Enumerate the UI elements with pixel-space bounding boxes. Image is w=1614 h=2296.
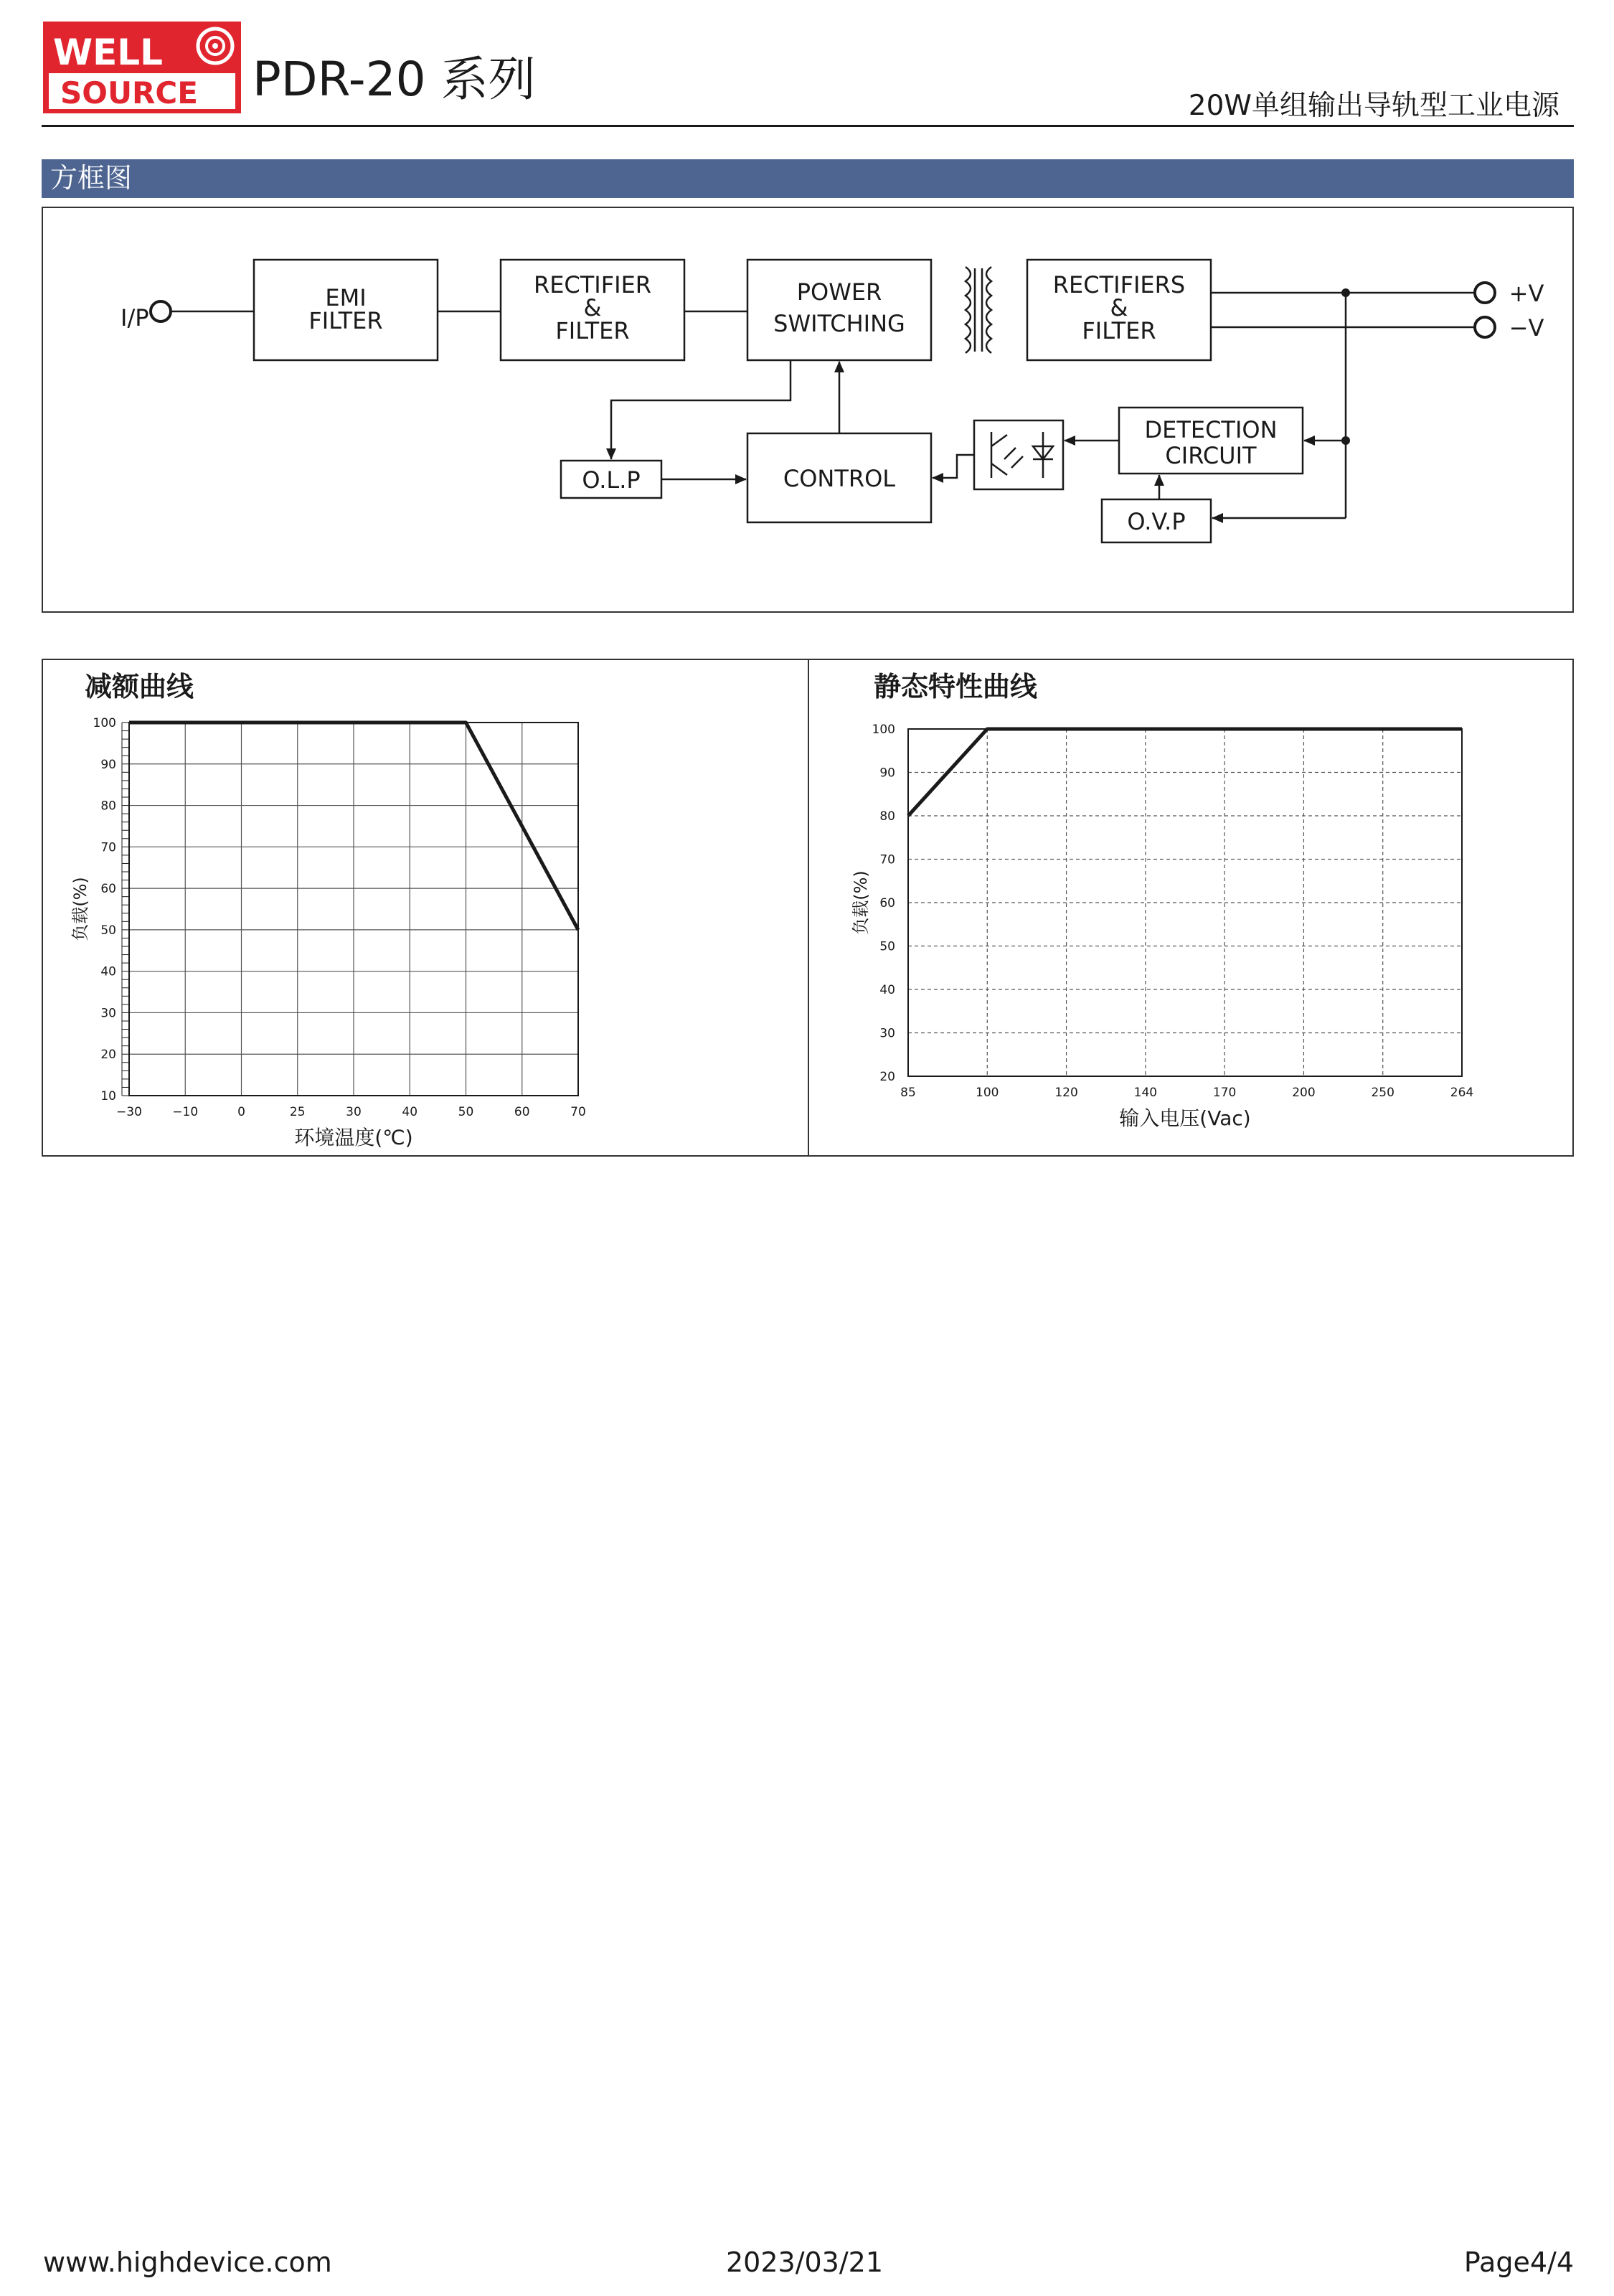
logo-text-source: SOURCE — [60, 75, 198, 110]
product-model: PDR-20 系列 — [253, 52, 536, 107]
y-tick-label: 100 — [872, 723, 895, 737]
y-tick-label: 90 — [100, 757, 116, 772]
y-tick-label: 40 — [100, 964, 116, 979]
transformer-primary-icon — [966, 267, 971, 353]
x-tick-label: −10 — [172, 1105, 199, 1119]
y-tick-label: 80 — [879, 809, 895, 824]
olp-label: O.L.P — [582, 466, 641, 494]
output-positive-label: +V — [1509, 280, 1544, 307]
x-tick-label: 60 — [514, 1105, 530, 1119]
y-tick-label: 60 — [100, 882, 116, 897]
optocoupler-block — [974, 420, 1063, 489]
x-tick-label: 140 — [1133, 1086, 1158, 1100]
derating-chart-title: 减额曲线 — [85, 671, 194, 702]
y-axis-label: 负载(%) — [851, 870, 871, 935]
x-tick-label: 0 — [237, 1105, 245, 1119]
input-terminal-icon — [151, 301, 171, 321]
y-tick-label: 80 — [100, 799, 116, 814]
output-negative-label: −V — [1509, 314, 1544, 342]
product-subtitle: 20W单组输出导轨型工业电源 — [1188, 90, 1559, 122]
section-bar — [42, 159, 1574, 198]
x-tick-label: 170 — [1212, 1086, 1237, 1100]
transformer-secondary-icon — [986, 267, 991, 353]
detection-label-line1: DETECTION — [1144, 416, 1278, 443]
x-tick-label: 70 — [570, 1105, 586, 1119]
y-tick-label: 30 — [100, 1006, 116, 1021]
y-tick-label: 40 — [879, 983, 895, 997]
control-label: CONTROL — [783, 465, 896, 492]
emi-label-line2: FILTER — [308, 307, 383, 334]
y-tick-label: 10 — [100, 1089, 116, 1104]
x-tick-label: 250 — [1371, 1086, 1394, 1100]
footer-website: www.highdevice.com — [43, 2246, 332, 2278]
y-tick-label: 50 — [100, 923, 116, 938]
header-divider — [42, 125, 1574, 127]
rectifier-label-line3: FILTER — [555, 317, 630, 344]
series-line — [908, 729, 1462, 816]
power-label-line2: SWITCHING — [773, 310, 905, 337]
rectifier-label-line1: RECTIFIER — [533, 271, 652, 298]
x-tick-label: 50 — [458, 1105, 474, 1119]
section-title: 方框图 — [50, 162, 133, 194]
y-tick-label: 20 — [100, 1048, 116, 1063]
block-diagram — [43, 208, 1572, 611]
emi-label-line1: EMI — [325, 284, 367, 311]
output-negative-terminal-icon — [1475, 317, 1495, 337]
company-logo — [43, 22, 241, 113]
input-label: I/P — [121, 304, 149, 331]
x-tick-label: 100 — [976, 1086, 999, 1100]
rectifiers-label-line3: FILTER — [1082, 317, 1156, 344]
rectifiers-label-line2: & — [1110, 294, 1128, 321]
y-tick-label: 70 — [100, 840, 116, 855]
output-positive-terminal-icon — [1475, 283, 1495, 303]
plot-frame — [908, 729, 1462, 1076]
derating-chart — [43, 710, 803, 1155]
static-chart-title: 静态特性曲线 — [874, 671, 1038, 702]
x-tick-label: 85 — [900, 1086, 916, 1100]
y-tick-label: 90 — [879, 766, 895, 781]
rectifier-label-line2: & — [583, 294, 602, 321]
x-tick-label: 120 — [1054, 1086, 1078, 1100]
y-tick-label: 100 — [93, 716, 116, 730]
power-label-line1: POWER — [796, 278, 882, 306]
rectifiers-label-line1: RECTIFIERS — [1052, 271, 1186, 298]
x-tick-label: 25 — [289, 1105, 306, 1119]
y-tick-label: 50 — [879, 939, 895, 954]
x-tick-label: 30 — [346, 1105, 362, 1119]
x-axis-label: 环境温度(℃) — [294, 1126, 413, 1149]
block-diagram-panel — [42, 207, 1574, 613]
x-tick-label: 264 — [1450, 1086, 1474, 1100]
x-axis-label: 输入电压(Vac) — [1119, 1106, 1251, 1130]
detection-label-line2: CIRCUIT — [1165, 442, 1257, 469]
y-tick-label: 70 — [879, 852, 895, 867]
x-tick-label: 200 — [1292, 1086, 1316, 1100]
y-axis-label: 负载(%) — [70, 877, 90, 941]
optocoupler-icon — [991, 432, 1053, 478]
ovp-label: O.V.P — [1127, 508, 1186, 535]
y-tick-label: 30 — [879, 1026, 895, 1041]
y-tick-label: 60 — [879, 896, 895, 911]
x-tick-label: −30 — [116, 1105, 142, 1119]
static-characteristic-chart — [811, 710, 1571, 1155]
x-tick-label: 40 — [402, 1105, 418, 1119]
footer-date: 2023/03/21 — [726, 2246, 884, 2278]
y-tick-label: 20 — [879, 1070, 895, 1084]
footer-page-number: Page4/4 — [1463, 2246, 1574, 2278]
logo-text-well: WELL — [53, 32, 164, 73]
